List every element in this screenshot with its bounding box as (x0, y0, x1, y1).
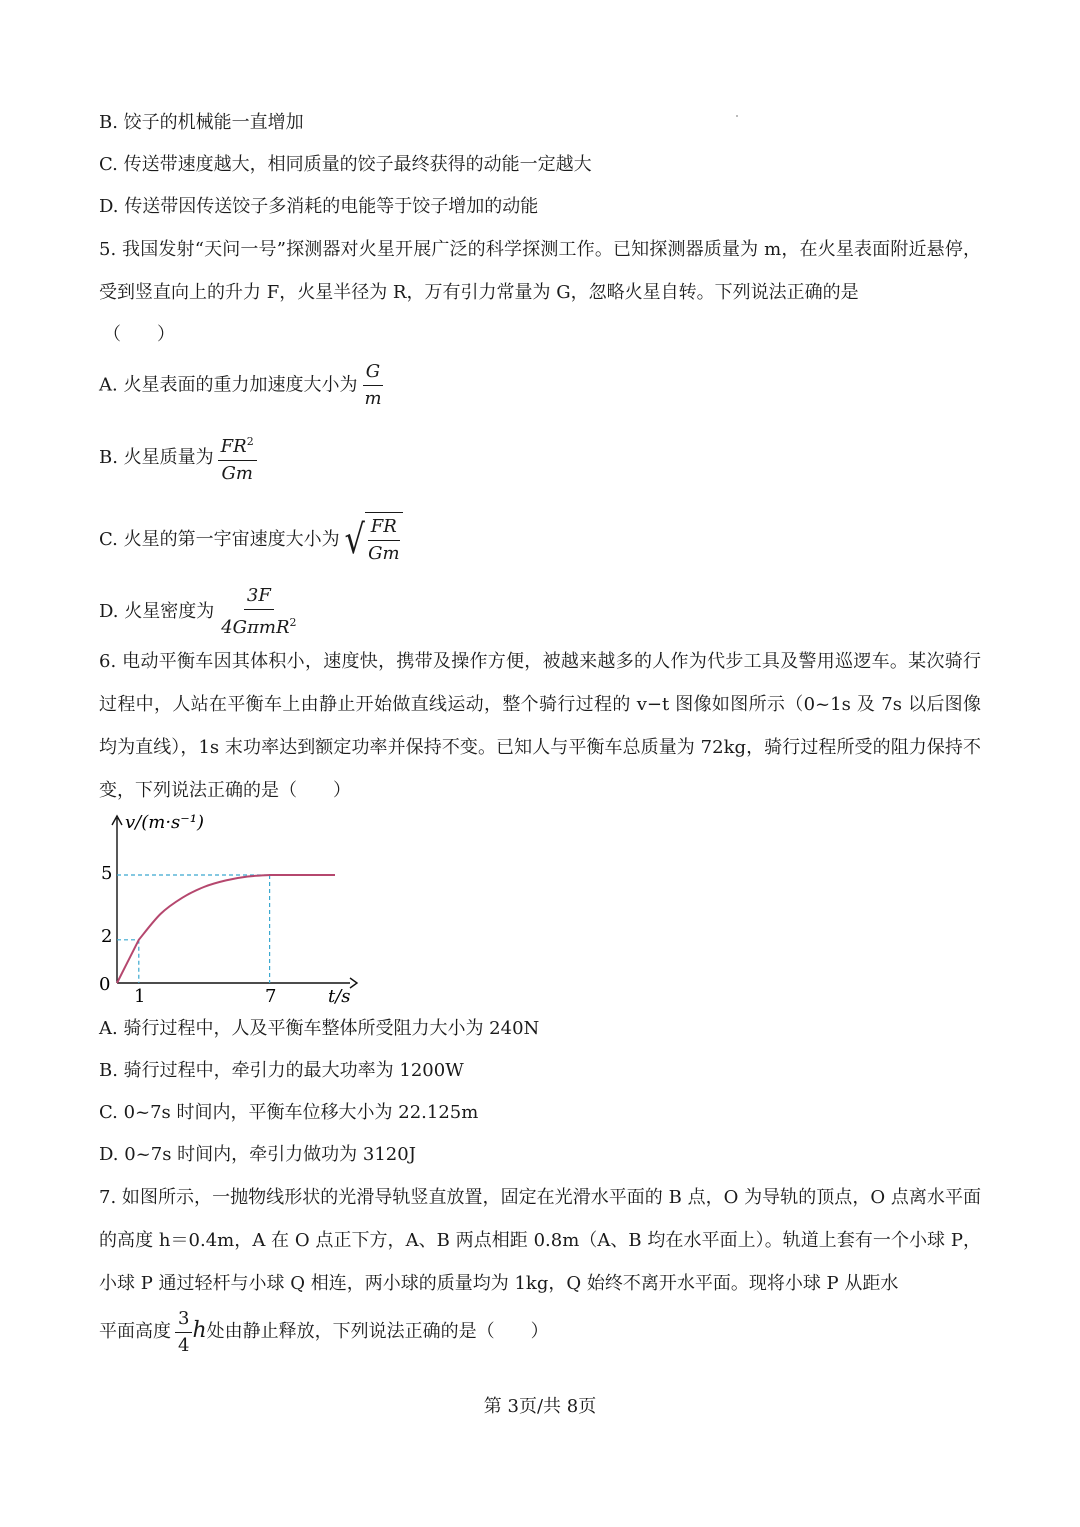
q4-option-b: B. 饺子的机械能一直增加 (99, 112, 304, 133)
scan-speck (736, 115, 738, 117)
q5-answer-blank: （ ） (103, 324, 175, 345)
x-tick-label: 1 (134, 986, 146, 1007)
q6-option-a: A. 骑行过程中，人及平衡车整体所受阻力大小为 240N (99, 1018, 540, 1039)
square-root: √ $\frac{FR}{Gm}$ (342, 512, 403, 568)
velocity-curve (117, 875, 335, 983)
q7-stem: 7. 如图所示，一抛物线形状的光滑导轨竖直放置，固定在光滑水平面的 B 点，O 为导轨的顶点，O 点离水平面的高度 h＝0.4m，A 在 O 点正下方，A、B 两点相距 0.8m（A、B 均在水平面上）。轨道上套有一个小球 P，小球 P 通过轻杆与小球 Q 相连，两小球的质量均为 1kg，Q 始终不离开水平面。现将小球 P 从距水 (99, 1187, 981, 1294)
q5-option-d: D. 火星密度为 $\frac{3F}{4G\pi mR^2}$ (99, 584, 300, 640)
page-footer: 第 3页/共 8页 (483, 1396, 597, 1417)
q4-option-d: D. 传送带因传送饺子多消耗的电能等于饺子增加的动能 (99, 196, 539, 217)
q5-stem: 5. 我国发射“天问一号”探测器对火星开展广泛的科学探测工作。已知探测器质量为 m，在火星表面附近悬停，受到竖直向上的升力 F，火星半径为 R，万有引力常量为 G，忽略火星自转。下列说法正确的是 (99, 239, 981, 303)
radical-sign: √ (344, 517, 365, 563)
x-axis-label: t/s (328, 986, 351, 1007)
y-tick-label: 5 (101, 863, 113, 884)
y-axis-label: v/(m·s⁻¹) (125, 812, 205, 833)
q7-stem-tail: 平面高度 $\frac{3}{4}$ h处由静止释放，下列说法正确的是（ ） (99, 1307, 549, 1356)
q6-option-c: C. 0~7s 时间内，平衡车位移大小为 22.125m (99, 1102, 479, 1123)
fraction: $\frac{FR^2}{Gm}$ (218, 430, 257, 486)
q4-option-c: C. 传送带速度越大，相同质量的饺子最终获得的动能一定越大 (99, 154, 592, 175)
fraction: $\frac{3F}{4G\pi mR^2}$ (221, 585, 297, 638)
q6-stem: 6. 电动平衡车因其体积小，速度快，携带及操作方便，被越来越多的人作为代步工具及警用巡逻车。某次骑行过程中，人站在平衡车上由静止开始做直线运动，整个骑行过程的 v−t 图像如图所示（0~1s 及 7s 以后图像均为直线），1s 末功率达到额定功率并保持不变。已知人与平衡车总质量为 72kg，骑行过程所受的阻力保持不变，下列说法正确的是（ ） (99, 651, 981, 801)
q5-option-a: A. 火星表面的重力加速度大小为 $\frac{G}{m}$ (99, 360, 385, 411)
origin-label: 0 (99, 974, 111, 995)
x-axis-arrow (350, 978, 357, 988)
x-tick-label: 7 (265, 986, 277, 1007)
vt-graph (95, 808, 365, 1008)
q6-option-b: B. 骑行过程中，牵引力的最大功率为 1200W (99, 1060, 464, 1081)
q5-option-b: B. 火星质量为 $\frac{FR^2}{Gm}$ (99, 430, 257, 486)
fraction: $\frac{G}{m}$ (364, 361, 382, 409)
y-tick-label: 2 (101, 926, 113, 947)
q6-option-d: D. 0~7s 时间内，牵引力做功为 3120J (99, 1144, 416, 1165)
q5-option-c: C. 火星的第一宇宙速度大小为 √ $\frac{FR}{Gm}$ (99, 512, 403, 568)
